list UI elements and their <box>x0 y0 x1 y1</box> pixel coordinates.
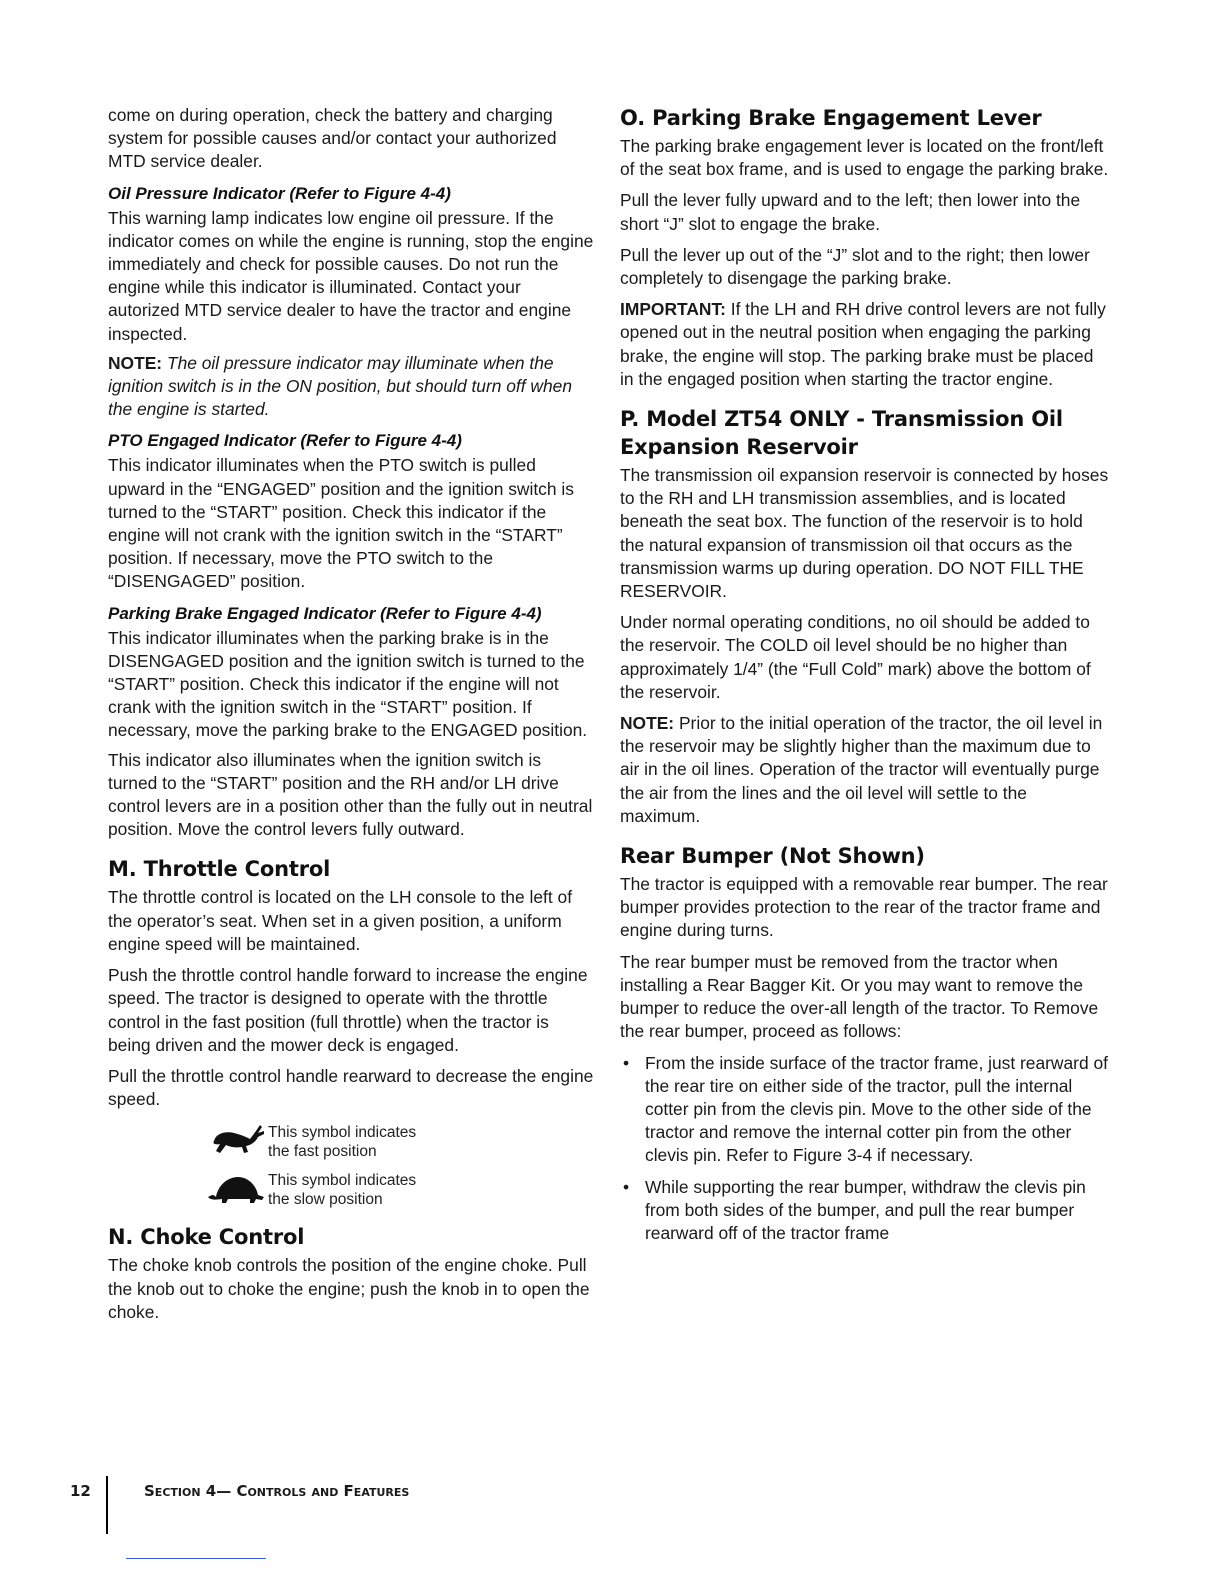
rabbit-icon <box>204 1119 268 1161</box>
slow-symbol-line-1: This symbol indicates <box>268 1172 417 1190</box>
reservoir-paragraph-1: The transmission oil expansion reservoir is connected by hoses to the RH and LH transmission assemblies, and is located beneath the seat box. The function of the reservoir is to hold the natural expansion of transmission oil that occurs as the transmission warms up during operation. DO NOT FILL THE RESERVOIR. <box>620 465 1109 602</box>
throttle-paragraph-1: The throttle control is located on the LH console to the left of the operator’s seat. When set in a given position, a uniform engine speed will be maintained. <box>108 887 573 954</box>
left-column <box>108 104 594 1332</box>
choke-paragraph: The choke knob controls the position of the engine choke. Pull the knob out to choke the engine; push the knob in to open the choke. <box>108 1255 590 1322</box>
bullet-glyph: • <box>622 1052 630 1073</box>
parking-brake-important <box>620 298 1110 391</box>
oil-pressure-paragraph: This warning lamp indicates low engine oil pressure. If the indicator comes on while the engine is running, stop the engine immediately and check for possible causes. Do not run the engine while this indicator is illuminated. Contact your autorized MTD service dealer to have the tractor and engine inspected. <box>108 207 594 344</box>
list-item-text: While supporting the rear bumper, withdraw the clevis pin from both sides of the bumper, and pull the rear bumper rearward off of the tractor frame <box>645 1176 1086 1243</box>
oil-pressure-heading: Oil Pressure Indicator (Refer to Figure 4-4) <box>108 183 451 203</box>
page-footer <box>70 1476 670 1536</box>
parking-brake-indicator-paragraph-2: This indicator also illuminates when the ignition switch is turned to the “START” position and the RH and/or LH drive control levers are in a position other than the fully out in neutral position. Move the control levers fully outward. <box>108 749 593 840</box>
choke-heading: N. Choke Control <box>108 1225 305 1250</box>
fast-symbol-row <box>204 1119 594 1161</box>
parking-brake-indicator-heading: Parking Brake Engaged Indicator (Refer to Figure 4-4) <box>108 603 542 623</box>
bullet-glyph: • <box>622 1176 630 1197</box>
reservoir-note <box>620 712 1110 828</box>
section-name: Controls and Features <box>236 1482 410 1500</box>
throttle-paragraph-3: Pull the throttle control handle rearward to decrease the engine speed. <box>108 1065 594 1110</box>
turtle-icon <box>204 1167 268 1209</box>
rear-bumper-paragraph-1: The tractor is equipped with a removable rear bumper. The rear bumper provides protection to the rear of the tractor frame and engine during turns. <box>620 874 1108 941</box>
reservoir-paragraph-2: Under normal operating conditions, no oil should be added to the reservoir. The COLD oil level should be no higher than approximately 1/4” (the “Full Cold” mark) above the bottom of the reservoir. <box>620 612 1091 702</box>
important-label: IMPORTANT: <box>620 299 726 320</box>
rear-bumper-paragraph-2: The rear bumper must be removed from the tractor when installing a Rear Bagger Kit. Or you may want to remove the bumper to reduce the over-all length of the tractor. To Remove the rear bumper, proceed as follows: <box>620 951 1099 1042</box>
throttle-heading: M. Throttle Control <box>108 857 331 882</box>
pto-paragraph: This indicator illuminates when the PTO switch is pulled upward in the “ENGAGED” position and the ignition switch is turned to the “START” position. Check this indicator if the engine will not crank with the ignition switch in the “START” position. If necessary, move the PTO switch to the “DISENGAGED” position. <box>108 455 574 592</box>
list-item <box>620 1052 1110 1168</box>
note-text: Prior to the initial operation of the tractor, the oil level in the reservoir may be slightly higher than the maximum due to air in the oil lines. Operation of the tractor will eventually purge the air from the lines and the oil level will settle to the maximum. <box>620 713 1103 826</box>
rear-bumper-steps <box>620 1052 1110 1246</box>
parking-brake-lever-paragraph-1: The parking brake engagement lever is located on the front/left of the seat box frame, and is used to engage the parking brake. <box>620 136 1109 180</box>
note-label: NOTE: <box>620 713 675 734</box>
parking-brake-lever-paragraph-2: Pull the lever fully upward and to the left; then lower into the short “J” slot to engage the brake. <box>620 190 1081 234</box>
oil-pressure-note <box>108 352 594 422</box>
slow-symbol-row <box>204 1167 594 1209</box>
rear-bumper-heading: Rear Bumper (Not Shown) <box>620 844 925 869</box>
fast-symbol-line-1: This symbol indicates <box>268 1124 417 1142</box>
page-number: 12 <box>70 1482 91 1500</box>
parking-brake-lever-paragraph-3: Pull the lever up out of the “J” slot and to the right; then lower completely to disengage the parking brake. <box>620 244 1090 289</box>
footer-divider <box>106 1476 108 1534</box>
section-prefix: Section 4 <box>144 1482 217 1500</box>
throttle-paragraph-2: Push the throttle control handle forward to increase the engine speed. The tractor is designed to operate with the throttle control in the fast position (full throttle) when the tractor is being driven and the mower deck is engaged. <box>108 965 588 1055</box>
section-title <box>144 1482 409 1500</box>
parking-brake-indicator-paragraph-1: This indicator illuminates when the parking brake is in the DISENGAGED position and the ignition switch is turned to the “START” position. Check this indicator if the engine will not crank with the ignition switch in the “START” position. If necessary, move the parking brake to the ENGAGED position. <box>108 627 588 741</box>
reservoir-heading: P. Model ZT54 ONLY - Transmission Oil Expansion Reservoir <box>620 407 1063 460</box>
pto-heading: PTO Engaged Indicator (Refer to Figure 4-4) <box>108 431 462 451</box>
intro-paragraph: come on during operation, check the battery and charging system for possible causes and/or contact your authorized MTD service dealer. <box>108 105 557 172</box>
parking-brake-lever-heading: O. Parking Brake Engagement Lever <box>620 106 1042 130</box>
section-dash: — <box>216 1482 237 1500</box>
list-item-text: From the inside surface of the tractor frame, just rearward of the rear tire on either side of the tractor, pull the internal cotter pin from the clevis pin. Move to the other side of the tractor and remove the internal cotter pin from the other clevis pin. Refer to Figure 3-4 if necessary. <box>645 1052 1108 1166</box>
slow-symbol-line-2: the slow position <box>268 1191 383 1209</box>
fast-symbol-line-2: the fast position <box>268 1143 377 1161</box>
important-text: If the LH and RH drive control levers are not fully opened out in the neutral position when engaging the parking brake, the engine will stop. The parking brake must be placed in the engaged position when starting the tractor engine. <box>620 299 1106 389</box>
note-text: The oil pressure indicator may illuminate when the ignition switch is in the ON position, but should turn off when the engine is started. <box>108 352 573 420</box>
list-item <box>620 1176 1110 1246</box>
bottom-divider <box>126 1558 266 1559</box>
note-label: NOTE: <box>108 352 163 373</box>
right-column <box>620 104 1110 1253</box>
